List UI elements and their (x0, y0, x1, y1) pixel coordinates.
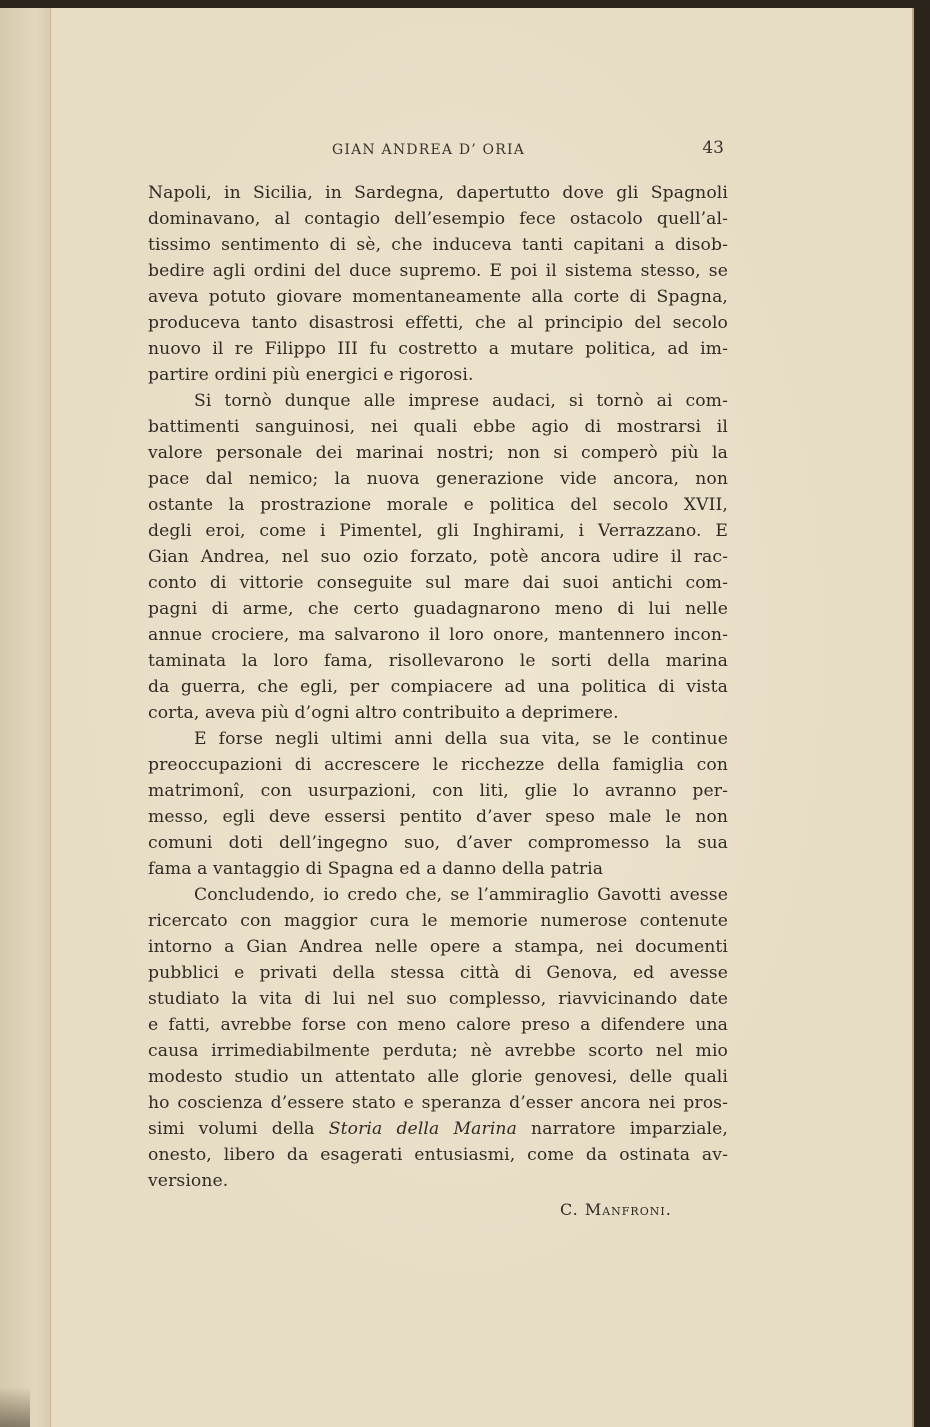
text-line: da guerra, che egli, per compiacere ad una politica di vista (148, 677, 728, 697)
body-text (148, 180, 728, 1194)
text-line: preoccupazioni di accrescere le ricchezze della famiglia con (148, 755, 728, 775)
paragraph-first-line: E forse negli ultimi anni della sua vita, se le continue (194, 729, 728, 749)
text-line: modesto studio un attentato alle glorie genovesi, delle quali (148, 1067, 728, 1087)
text-line: studiato la vita di lui nel suo complesso, riavvicinando date (148, 989, 728, 1009)
page-corner-shadow (0, 1387, 30, 1427)
paragraph-first-line: Si tornò dunque alle imprese audaci, si tornò ai com- (194, 391, 728, 411)
text-line: ho coscienza d’essere stato e speranza d’esser ancora nei pros- (148, 1093, 728, 1113)
text-line: matrimonî, con usurpazioni, con liti, glie lo avranno per- (148, 781, 728, 801)
text-line: produceva tanto disastrosi effetti, che al principio del secolo (148, 313, 728, 333)
text-line: e fatti, avrebbe forse con meno calore preso a difendere una (148, 1015, 728, 1035)
text-line: pace dal nemico; la nuova generazione vide ancora, non (148, 469, 728, 489)
text-line: onesto, libero da esagerati entusiasmi, come da ostinata av- (148, 1145, 728, 1165)
text-line: corta, aveva più d’ogni altro contribuito a deprimere. (148, 703, 619, 723)
text-line: causa irrimediabilmente perduta; nè avrebbe scorto nel mio (148, 1041, 728, 1061)
text-line: aveva potuto giovare momentaneamente alla corte di Spagna, (148, 287, 728, 307)
text-line: nuovo il re Filippo III fu costretto a mutare politica, ad im- (148, 339, 728, 359)
text-line: tissimo sentimento di sè, che induceva tanti capitani a disob- (148, 235, 728, 255)
text-line: versione. (148, 1171, 229, 1191)
text-line: annue crociere, ma salvarono il loro onore, mantennero incon- (148, 625, 728, 645)
text-line: pubblici e privati della stessa città di Genova, ed avesse (148, 963, 728, 983)
text-line: Napoli, in Sicilia, in Sardegna, dapertutto dove gli Spagnoli (148, 183, 728, 203)
text-line: bedire agli ordini del duce supremo. E poi il sistema stesso, se (148, 261, 728, 281)
book-spine-shadow (0, 8, 51, 1427)
text-line: taminata la loro fama, risollevarono le sorti della marina (148, 651, 728, 671)
text-line: battimenti sanguinosi, nei quali ebbe agio di mostrarsi il (148, 417, 728, 437)
text-line: partire ordini più energici e rigorosi. (148, 365, 474, 385)
page-number: 43 (702, 138, 724, 158)
text-line: Gian Andrea, nel suo ozio forzato, potè ancora udire il rac- (148, 547, 728, 567)
text-line: degli eroi, come i Pimentel, gli Inghirami, i Verrazzano. E (148, 521, 728, 541)
author-initial: C. (560, 1200, 585, 1219)
book-title-italic: Storia della Marina (328, 1119, 517, 1139)
text-line: messo, egli deve essersi pentito d’aver speso male le non (148, 807, 728, 827)
running-title: GIAN ANDREA D’ ORIA (332, 142, 526, 158)
paragraph-first-line: Concludendo, io credo che, se l’ammiraglio Gavotti avesse (194, 885, 728, 905)
page-header (150, 138, 730, 164)
text-line: ricercato con maggior cura le memorie numerose contenute (148, 911, 728, 931)
author-signature (560, 1200, 672, 1219)
text-line: valore personale dei marinai nostri; non si comperò più la (148, 443, 728, 463)
book-page (0, 8, 914, 1427)
text-line: ostante la prostrazione morale e politica del secolo XVII, (148, 495, 728, 515)
author-surname: Manfroni. (584, 1200, 672, 1219)
text-line: dominavano, al contagio dell’esempio fece ostacolo quell’al- (148, 209, 728, 229)
text-line: intorno a Gian Andrea nelle opere a stampa, nei documenti (148, 937, 728, 957)
text-line: pagni di arme, che certo guadagnarono meno di lui nelle (148, 599, 728, 619)
text-line: comuni doti dell’ingegno suo, d’aver compromesso la sua (148, 833, 728, 853)
text-line: simi volumi della Storia della Marina narratore imparziale, (148, 1119, 728, 1139)
text-line: fama a vantaggio di Spagna ed a danno della patria (148, 859, 604, 879)
text-line: conto di vittorie conseguite sul mare dai suoi antichi com- (148, 573, 728, 593)
